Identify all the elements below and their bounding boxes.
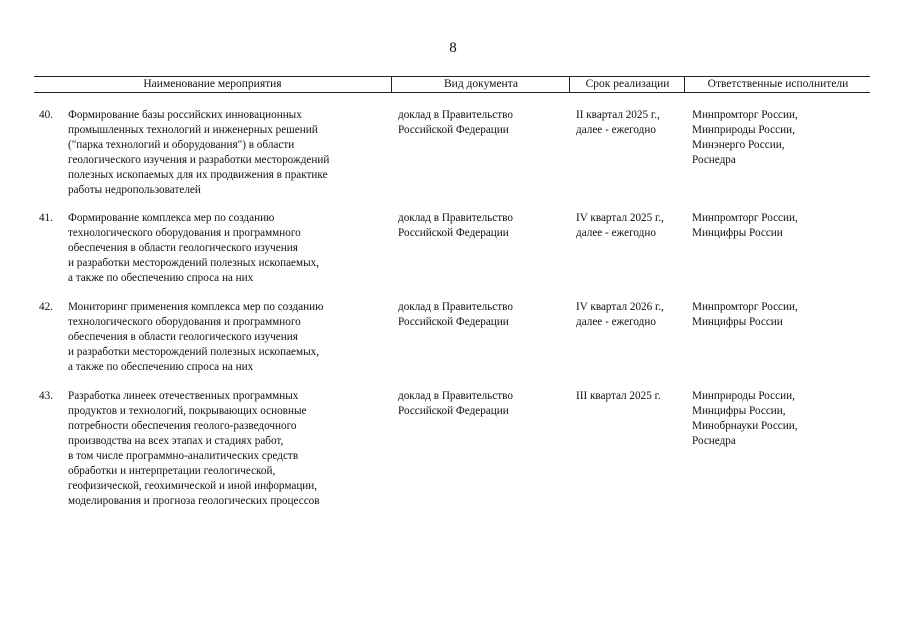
- responsible-line: Минцифры России: [692, 227, 783, 239]
- event-name-line: ("парка технологий и оборудования") в области: [68, 139, 295, 151]
- event-name-line: обеспечения в области геологического изучения: [68, 331, 298, 343]
- event-name-line: работы недропользователей: [68, 184, 201, 196]
- event-name-line: производства на всех этапах и стадиях работ,: [68, 435, 284, 447]
- document-type-line: Российской Федерации: [398, 405, 509, 417]
- event-name-line: моделирования и прогноза геологических процессов: [68, 495, 320, 507]
- document-type-line: Российской Федерации: [398, 227, 509, 239]
- deadline-line: далее - ежегодно: [576, 316, 656, 328]
- event-name-line: в том числе программно-аналитических средств: [68, 450, 299, 462]
- event-name-line: и разработки месторождений полезных ископаемых,: [68, 257, 319, 269]
- event-name-line: технологического оборудования и программного: [68, 316, 301, 328]
- header-responsible: Ответственные исполнители: [684, 77, 871, 92]
- responsible-line: Минпромторг России,: [692, 212, 798, 224]
- responsible-line: Роснедра: [692, 154, 736, 166]
- event-name-line: Формирование базы российских инновационных: [68, 109, 302, 121]
- responsible-line: Минприроды России,: [692, 390, 795, 402]
- document-type: [398, 108, 570, 138]
- header-deadline: Срок реализации: [569, 77, 685, 92]
- document-type-line: доклад в Правительство: [398, 301, 513, 313]
- deadline-line: далее - ежегодно: [576, 124, 656, 136]
- responsible-line: Минцифры России,: [692, 405, 786, 417]
- event-name: [68, 300, 390, 375]
- event-name-line: Разработка линеек отечественных программных: [68, 390, 299, 402]
- deadline-line: IV квартал 2026 г.,: [576, 301, 664, 313]
- table-header: [34, 76, 870, 93]
- event-name-line: а также по обеспечению спроса на них: [68, 272, 254, 284]
- responsible: [692, 211, 868, 241]
- event-name-line: потребности обеспечения геолого-разведочного: [68, 420, 297, 432]
- event-name: [68, 211, 390, 286]
- deadline: [576, 300, 692, 330]
- event-name-line: Формирование комплекса мер по созданию: [68, 212, 275, 224]
- event-name-line: промышленных технологий и инженерных решений: [68, 124, 318, 136]
- responsible-line: Минприроды России,: [692, 124, 795, 136]
- responsible-line: Минцифры России: [692, 316, 783, 328]
- event-name-line: полезных ископаемых для их продвижения в практике: [68, 169, 328, 181]
- responsible-line: Минэнерго России,: [692, 139, 785, 151]
- document-type-line: Российской Федерации: [398, 124, 509, 136]
- event-name-line: и разработки месторождений полезных ископаемых,: [68, 346, 319, 358]
- deadline: [576, 108, 692, 138]
- event-name: [68, 108, 390, 198]
- document-type-line: Российской Федерации: [398, 316, 509, 328]
- document-type: [398, 389, 570, 419]
- deadline-line: II квартал 2025 г.,: [576, 109, 660, 121]
- responsible: [692, 108, 868, 168]
- responsible-line: Минпромторг России,: [692, 109, 798, 121]
- row-number: 43.: [39, 390, 53, 402]
- event-name-line: геологического изучения и разработки месторождений: [68, 154, 330, 166]
- header-event-name: Наименование мероприятия: [143, 78, 282, 90]
- deadline: [576, 211, 692, 241]
- document-type-line: доклад в Правительство: [398, 212, 513, 224]
- event-name-line: технологического оборудования и программного: [68, 227, 301, 239]
- responsible: [692, 389, 868, 449]
- event-name-line: Мониторинг применения комплекса мер по созданию: [68, 301, 324, 313]
- row-number: 41.: [39, 212, 53, 224]
- document-type-line: доклад в Правительство: [398, 390, 513, 402]
- deadline: [576, 389, 692, 404]
- responsible-line: Минпромторг России,: [692, 301, 798, 313]
- event-name-line: обеспечения в области геологического изучения: [68, 242, 298, 254]
- responsible-line: Минобрнауки России,: [692, 420, 798, 432]
- event-name-line: геофизической, геохимической и иной информации,: [68, 480, 318, 492]
- deadline-line: III квартал 2025 г.: [576, 390, 661, 402]
- event-name-line: обработки и интерпретации геологической,: [68, 465, 276, 477]
- deadline-line: далее - ежегодно: [576, 227, 656, 239]
- header-document-type: Вид документа: [391, 77, 570, 92]
- row-number: 40.: [39, 109, 53, 121]
- event-name-line: а также по обеспечению спроса на них: [68, 361, 254, 373]
- responsible-line: Роснедра: [692, 435, 736, 447]
- responsible: [692, 300, 868, 330]
- document-type: [398, 211, 570, 241]
- deadline-line: IV квартал 2025 г.,: [576, 212, 664, 224]
- row-number: 42.: [39, 301, 53, 313]
- document-type: [398, 300, 570, 330]
- event-name-line: продуктов и технологий, покрывающих основные: [68, 405, 307, 417]
- document-type-line: доклад в Правительство: [398, 109, 513, 121]
- event-name: [68, 389, 390, 509]
- page-number: 8: [449, 40, 457, 56]
